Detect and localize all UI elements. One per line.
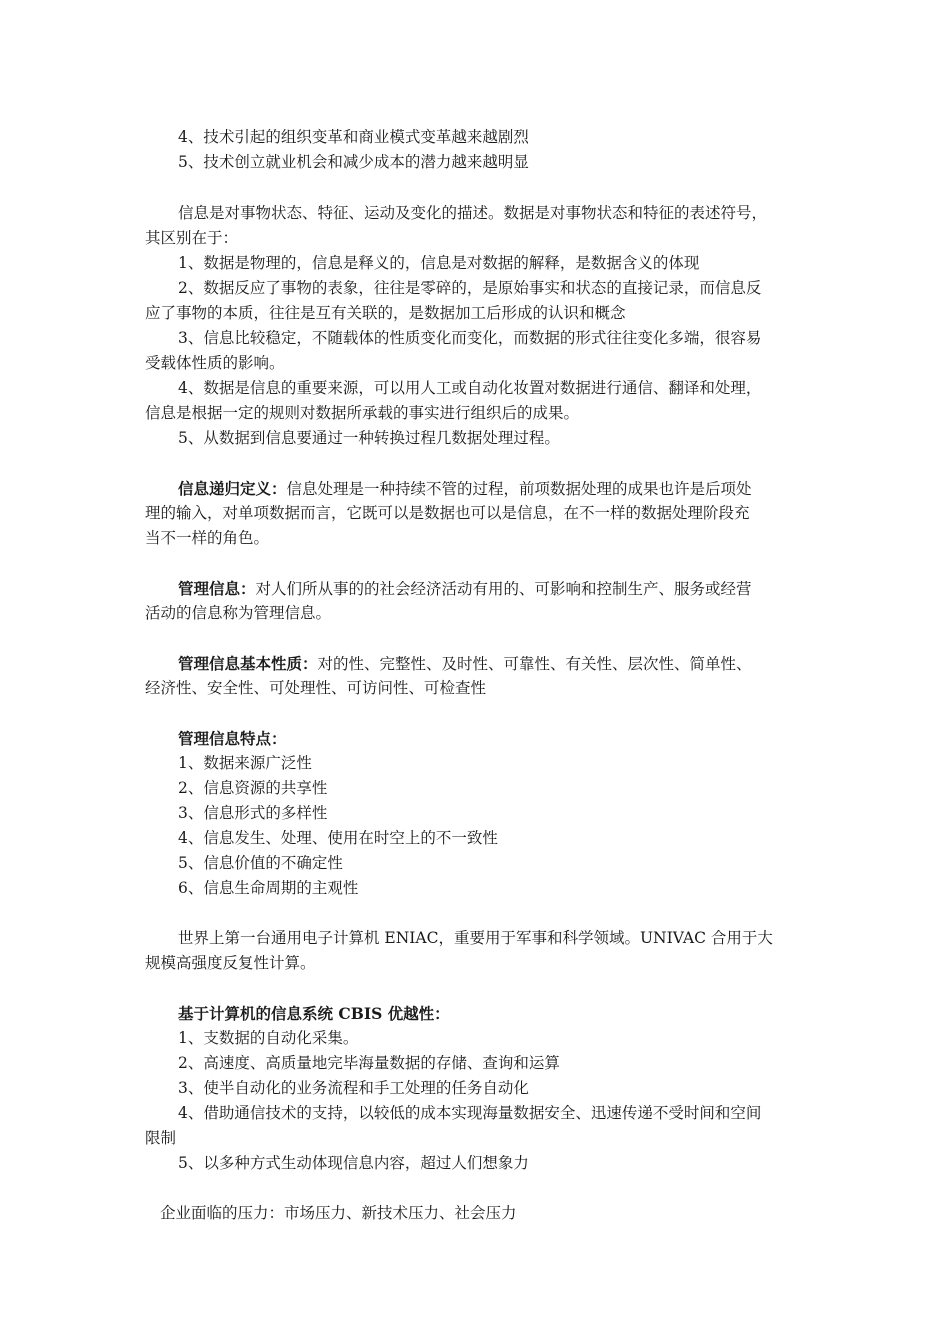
paragraph-text	[178, 576, 752, 602]
list-item-continuation: 受载体性质的影响。	[145, 354, 285, 372]
paragraph-text: 理的输入，对单项数据而言，它既可以是数据也可以是信息，在不一样的数据处理阶段充	[145, 504, 750, 522]
section-heading: 基于计算机的信息系统 CBIS 优越性：	[178, 1004, 450, 1023]
list-item: 4、信息发生、处理、使用在时空上的不一致性	[178, 829, 498, 847]
paragraph-text: 其区别在于：	[145, 229, 239, 247]
section-label: 管理信息：	[178, 579, 256, 598]
list-item: 2、数据反应了事物的表象，往往是零碎的，是原始事实和状态的直接记录，而信息反	[178, 279, 762, 297]
list-item: 6、信息生命周期的主观性	[178, 879, 359, 897]
paragraph-text: 对人们所从事的的社会经济活动有用的、可影响和控制生产、服务或经营	[255, 580, 752, 598]
list-item: 5、以多种方式生动体现信息内容，超过人们想象力	[178, 1154, 529, 1172]
list-item-continuation: 信息是根据一定的规则对数据所承载的事实进行组织后的成果。	[145, 404, 580, 422]
paragraph-text: 信息是对事物状态、特征、运动及变化的描述。数据是对事物状态和特征的表述符号，	[178, 204, 768, 222]
section-label: 信息递归定义：	[178, 479, 287, 498]
paragraph-text: 活动的信息称为管理信息。	[145, 604, 332, 622]
list-item: 2、信息资源的共享性	[178, 779, 328, 797]
list-item-continuation: 应了事物的本质，往往是互有关联的，是数据加工后形成的认识和概念	[145, 304, 626, 322]
list-item: 3、信息形式的多样性	[178, 804, 328, 822]
list-item: 5、从数据到信息要通过一种转换过程几数据处理过程。	[178, 429, 560, 447]
paragraph-text	[178, 476, 752, 502]
list-item: 4、数据是信息的重要来源，可以用人工或自动化妆置对数据进行通信、翻译和处理，	[178, 379, 762, 397]
list-item-continuation: 限制	[145, 1129, 177, 1147]
list-item: 5、技术创立就业机会和减少成本的潜力越来越明显	[178, 153, 529, 171]
paragraph-text: 规模高强度反复性计算。	[145, 954, 316, 972]
paragraph-text: 对的性、完整性、及时性、可靠性、有关性、层次性、简单性、	[317, 655, 752, 673]
paragraph-text: 经济性、安全性、可处理性、可访问性、可检查性	[145, 679, 487, 697]
list-item: 3、信息比较稳定，不随载体的性质变化而变化，而数据的形式往往变化多端，很容易	[178, 329, 762, 347]
list-item: 5、信息价值的不确定性	[178, 854, 343, 872]
paragraph-text: 当不一样的角色。	[145, 529, 270, 547]
list-item: 1、数据来源广泛性	[178, 754, 312, 772]
list-item: 4、借助通信技术的支持，以较低的成本实现海量数据安全、迅速传递不受时间和空间	[178, 1104, 762, 1122]
section-heading: 管理信息特点：	[178, 729, 287, 748]
section-label: 管理信息基本性质：	[178, 654, 318, 673]
paragraph-text: 世界上第一台通用电子计算机 ENIAC，重要用于军事和科学领域。UNIVAC 合用于大	[178, 929, 773, 947]
list-item: 4、技术引起的组织变革和商业模式变革越来越剧烈	[178, 128, 529, 146]
paragraph-text	[178, 651, 752, 677]
list-item: 1、数据是物理的，信息是释义的，信息是对数据的解释，是数据含义的体现	[178, 254, 700, 272]
paragraph-text: 信息处理是一种持续不管的过程，前项数据处理的成果也许是后项处	[286, 480, 752, 498]
list-item: 3、使半自动化的业务流程和手工处理的任务自动化	[178, 1079, 529, 1097]
paragraph-text: 企业面临的压力：市场压力、新技术压力、社会压力	[160, 1204, 517, 1222]
list-item: 2、高速度、高质量地完毕海量数据的存储、查询和运算	[178, 1054, 560, 1072]
list-item: 1、支数据的自动化采集。	[178, 1029, 359, 1047]
